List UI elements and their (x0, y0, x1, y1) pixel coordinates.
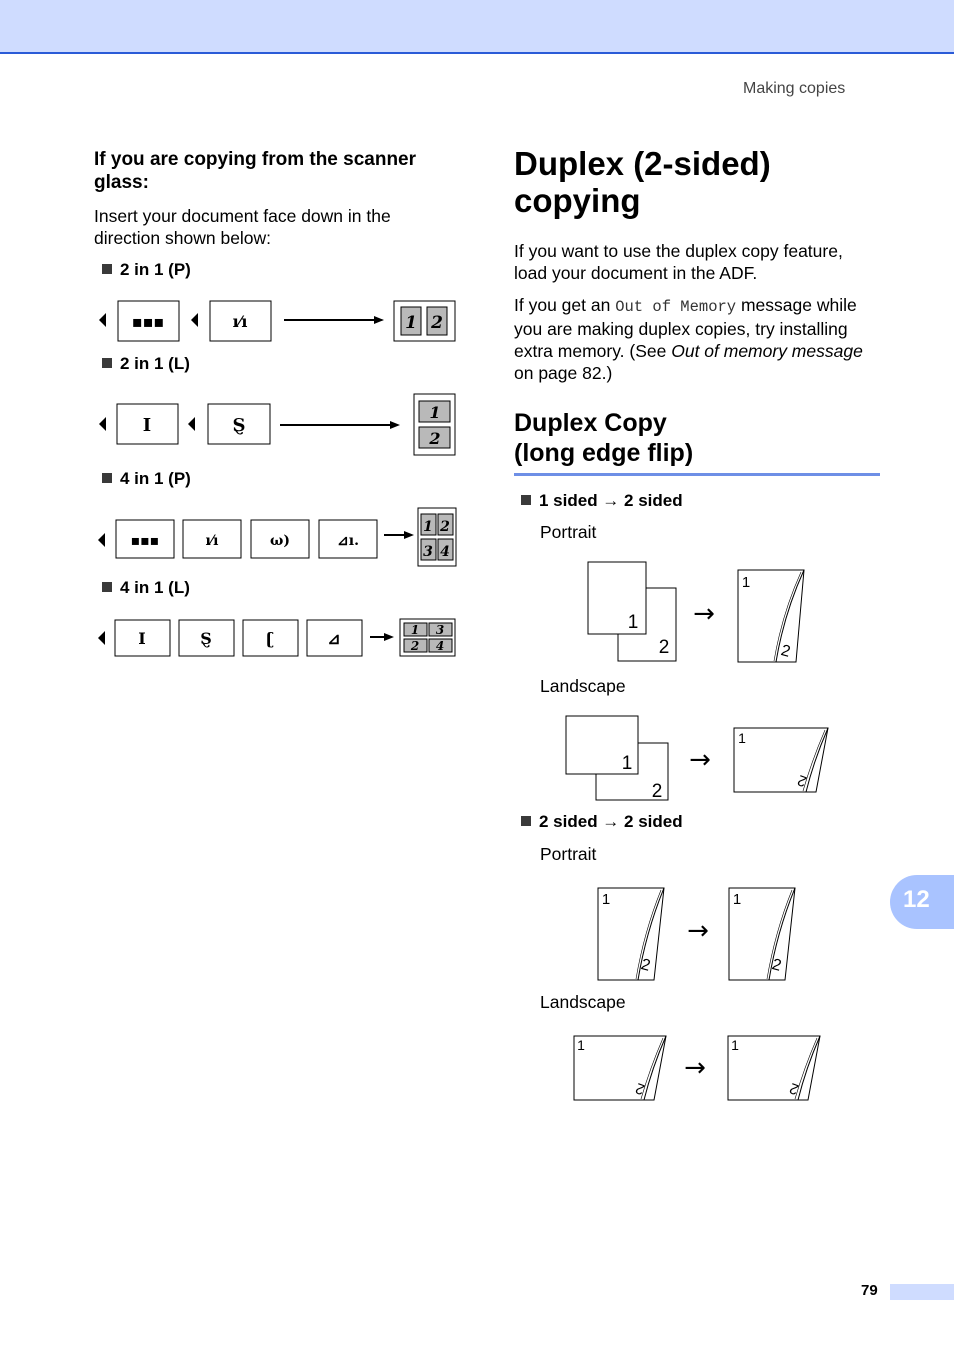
page-number-label: 2 (787, 1079, 801, 1098)
memory-note-text: If you get an (514, 295, 616, 315)
page-number-label: 1 (621, 753, 633, 774)
mode-label-1to2: 1 sided → 2 sided (521, 491, 683, 511)
layout-label-4in1-p: 4 in 1 (P) (102, 469, 191, 489)
page-number-label: 2 (651, 781, 663, 802)
original-glyph: ▪▪▪ (131, 312, 165, 331)
original-glyph: ω) (270, 533, 290, 549)
original-glyph: ı⁄ı (205, 533, 219, 549)
feed-direction-icon (98, 631, 105, 645)
diagram-2to2-portrait (596, 884, 806, 982)
original-duplex-page (574, 1036, 666, 1100)
layout-label-4in1-l: 4 in 1 (L) (102, 578, 190, 598)
result-cell-number: 3 (435, 623, 445, 637)
running-header: Making copies (743, 80, 846, 97)
duplex-output-page (734, 728, 828, 792)
page-number: 79 (861, 1282, 878, 1299)
memory-note-text: message while you are making duplex copies, try installing extra memory. (See (514, 295, 857, 361)
page-title: Duplex (2-sided) copying (514, 145, 771, 219)
arrow-head-icon (404, 531, 414, 539)
original-glyph: ı⁄ı (232, 312, 248, 331)
diagram-1to2-landscape (566, 716, 846, 802)
result-cell-number: 2 (410, 639, 420, 653)
page-number-label: 2 (795, 771, 809, 790)
feed-direction-icon (99, 313, 106, 327)
page-number-label: 1 (627, 612, 639, 633)
result-cell-number: 1 (423, 519, 433, 535)
lcd-message: Out of Memory (615, 298, 737, 316)
original-glyph: Ȿ (200, 629, 212, 648)
result-cell-number: 1 (429, 403, 441, 422)
page-number-label: 1 (601, 891, 611, 908)
chapter-number: 12 (903, 886, 930, 913)
arrow-icon: → (689, 745, 711, 775)
page-number-label: 1 (741, 574, 751, 591)
original-glyph: I (142, 415, 152, 436)
original-glyph: ⊿ (327, 629, 341, 648)
page-number-label: 1 (738, 730, 746, 746)
arrow-head-icon (374, 316, 384, 324)
section-rule (514, 473, 880, 476)
result-cell-number: 1 (405, 313, 417, 333)
feed-direction-icon (99, 417, 106, 431)
duplex-output-page (728, 1036, 820, 1100)
diagram-1to2-portrait (588, 562, 848, 666)
original-glyph: ▪▪▪ (130, 533, 160, 549)
feed-direction-icon (191, 313, 198, 327)
arrow-icon: → (687, 916, 709, 946)
portrait-label: Portrait (540, 522, 597, 542)
arrow-icon: → (693, 599, 715, 629)
page-number-label: 1 (731, 1037, 739, 1053)
arrow-head-icon (390, 421, 400, 429)
diagram-2in1-portrait (94, 296, 464, 348)
result-cell-number: 4 (440, 544, 450, 560)
page-number-label: 2 (770, 956, 784, 975)
diagram-2to2-landscape (572, 1032, 828, 1104)
result-cell-number: 2 (431, 313, 443, 333)
original-glyph: I (138, 629, 146, 648)
original-glyph: Ȿ (232, 415, 246, 436)
header-band (0, 0, 954, 54)
diagram-4in1-portrait (94, 506, 464, 570)
section-subtitle: Duplex Copy (long edge flip) (514, 409, 694, 467)
original-glyph: ʗ (265, 629, 275, 648)
diagram-4in1-landscape (94, 616, 464, 660)
diagram-2in1-landscape (94, 392, 464, 458)
feed-direction-icon (188, 417, 195, 431)
memory-note (514, 294, 880, 384)
memory-note-text: on page 82.) (514, 363, 613, 383)
page-number-label: 1 (577, 1037, 585, 1053)
original-glyph: ⊿ı. (337, 533, 359, 549)
result-cell-number: 4 (435, 639, 445, 653)
layout-label-2in1-p: 2 in 1 (P) (102, 260, 191, 280)
cross-reference-link[interactable]: Out of memory message (671, 341, 863, 361)
result-cell-number: 2 (429, 429, 441, 448)
footer-bar (890, 1284, 954, 1300)
scanner-glass-intro: Insert your document face down in the direction shown below: (94, 206, 391, 248)
duplex-intro: If you want to use the duplex copy feature, load your document in the ADF. (514, 241, 843, 283)
portrait-label: Portrait (540, 844, 597, 864)
landscape-label: Landscape (540, 676, 626, 696)
result-cell-number: 1 (410, 623, 420, 637)
arrow-icon: → (684, 1053, 706, 1083)
page-number-label: 2 (658, 637, 670, 658)
scanner-glass-heading: If you are copying from the scanner glass: (94, 149, 417, 193)
arrow-head-icon (384, 633, 394, 641)
mode-label-2to2: 2 sided → 2 sided (521, 812, 683, 832)
page-number-label: 1 (732, 891, 742, 908)
result-cell-number: 3 (423, 544, 433, 560)
page-number-label: 2 (779, 642, 793, 661)
layout-label-2in1-l: 2 in 1 (L) (102, 354, 190, 374)
feed-direction-icon (98, 533, 105, 547)
result-cell-number: 2 (440, 519, 450, 535)
landscape-label: Landscape (540, 992, 626, 1012)
page-number-label: 2 (639, 956, 653, 975)
page-number-label: 2 (633, 1079, 647, 1098)
